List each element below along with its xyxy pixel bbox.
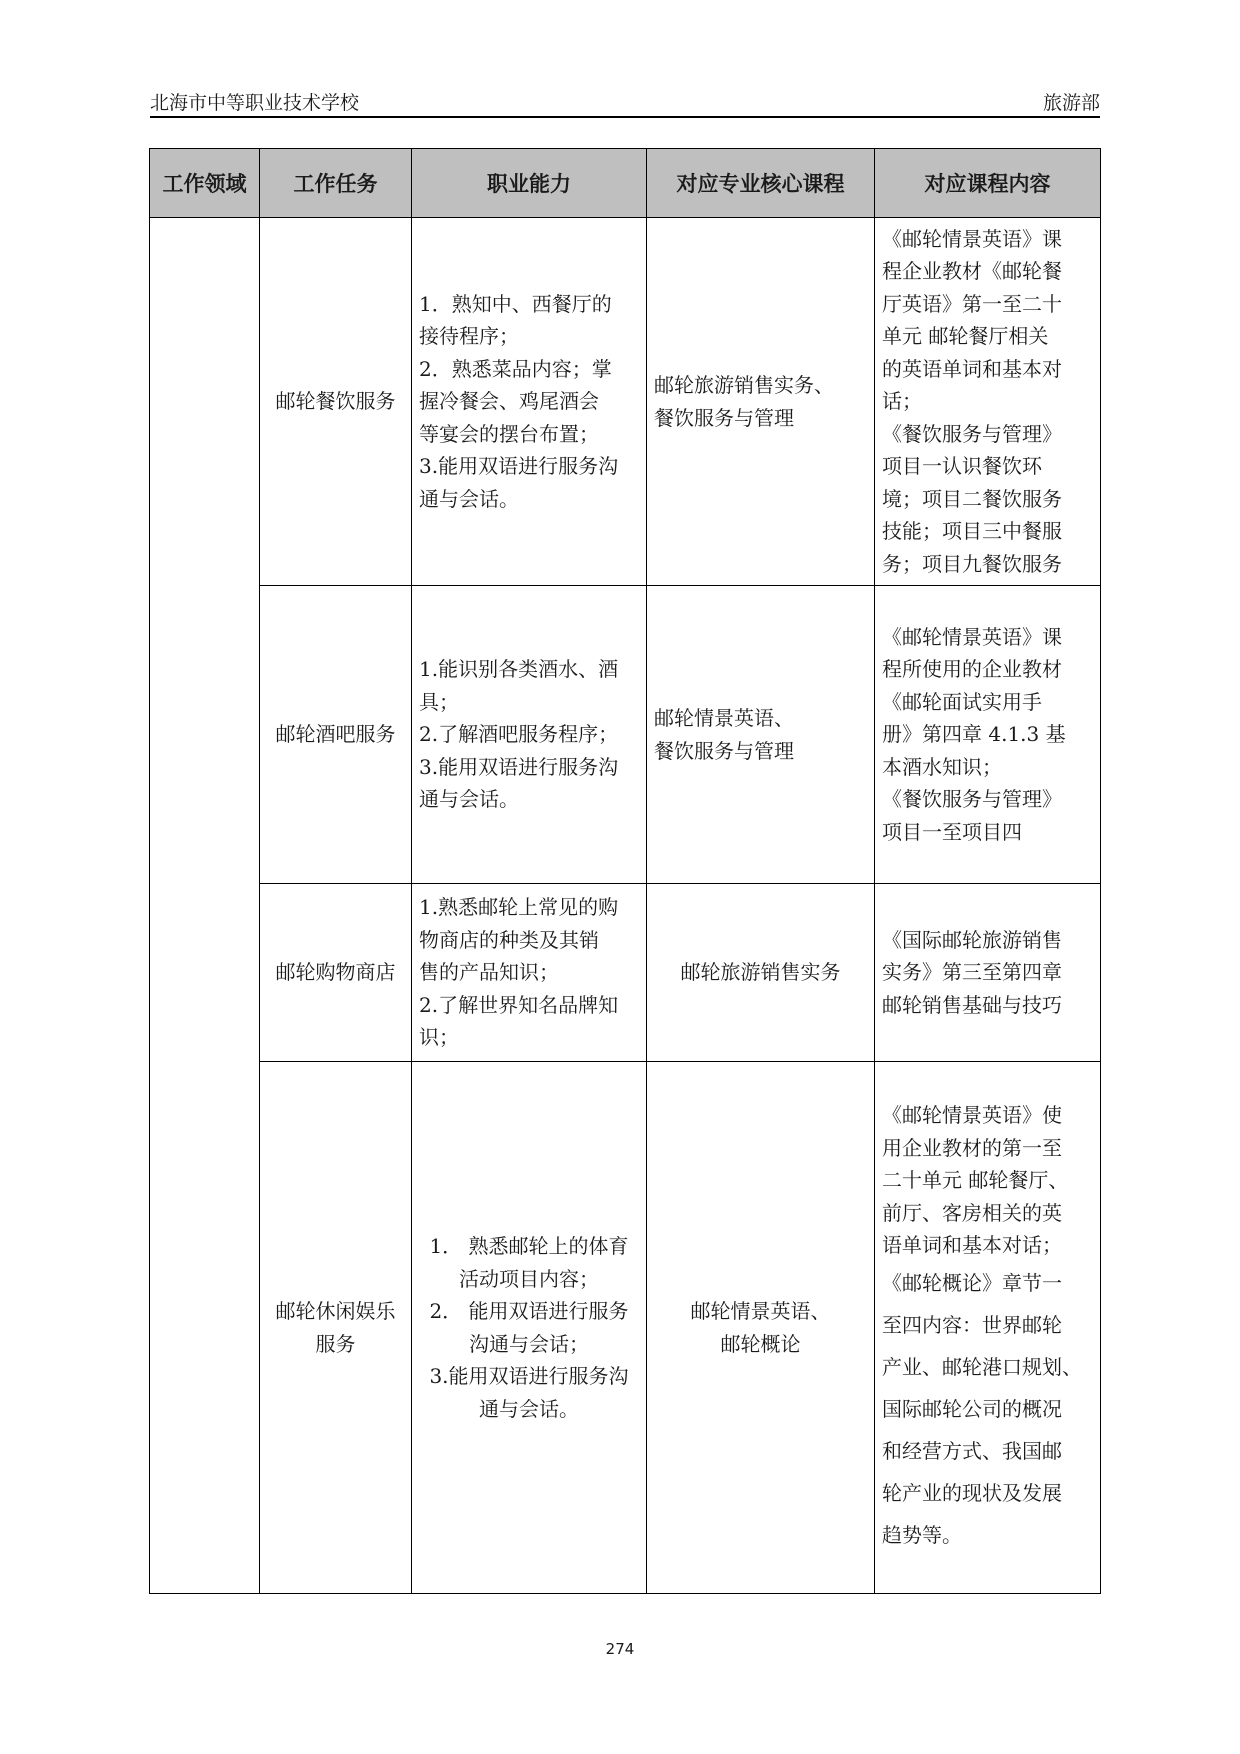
table-header-row — [150, 149, 1101, 218]
work-task-cell: 邮轮休闲娱乐 服务 — [260, 1062, 412, 1594]
column-header: 工作领域 — [150, 149, 260, 218]
school-name: 北海市中等职业技术学校 — [150, 92, 360, 114]
table-row — [150, 586, 1101, 884]
course-content-cell: 《国际邮轮旅游销售 实务》第三至第四章 邮轮销售基础与技巧 — [875, 884, 1101, 1062]
column-header: 职业能力 — [412, 149, 647, 218]
ability-cell: 1.熟悉邮轮上常见的购 物商店的种类及其销 售的产品知识； 2.了解世界知名品牌知 识； — [412, 884, 647, 1062]
work-task-cell: 邮轮餐饮服务 — [260, 218, 412, 586]
department-name: 旅游部 — [1042, 92, 1100, 114]
core-course-cell: 邮轮旅游销售实务 — [647, 884, 875, 1062]
work-task-cell: 邮轮购物商店 — [260, 884, 412, 1062]
page-number: 274 — [605, 1640, 635, 1658]
table-row — [150, 1062, 1101, 1594]
ability-cell: 1.能识别各类酒水、酒 具； 2.了解酒吧服务程序； 3.能用双语进行服务沟 通与会话。 — [412, 586, 647, 884]
table-row — [150, 218, 1101, 586]
column-header: 工作任务 — [260, 149, 412, 218]
core-course-cell: 邮轮情景英语、 餐饮服务与管理 — [647, 586, 875, 884]
ability-cell: 1．熟知中、西餐厅的 接待程序； 2．熟悉菜品内容；掌 握冷餐会、鸡尾酒会 等宴会的摆台布置； 3.能用双语进行服务沟 通与会话。 — [412, 218, 647, 586]
course-content-cell: 《邮轮情景英语》课 程所使用的企业教材 《邮轮面试实用手 册》第四章 4.1.3 基 本酒水知识； 《餐饮服务与管理》 项目一至项目四 — [875, 586, 1101, 884]
core-course-cell: 邮轮情景英语、 邮轮概论 — [647, 1062, 875, 1594]
core-course-cell: 邮轮旅游销售实务、 餐饮服务与管理 — [647, 218, 875, 586]
curriculum-table — [149, 148, 1101, 1594]
column-header: 对应课程内容 — [875, 149, 1101, 218]
table-row — [150, 884, 1101, 1062]
ability-cell: 1． 熟悉邮轮上的体育 活动项目内容； 2． 能用双语进行服务 沟通与会话； 3.能用双语进行服务沟 通与会话。 — [412, 1062, 647, 1594]
work-domain-cell — [150, 218, 260, 1594]
column-header: 对应专业核心课程 — [647, 149, 875, 218]
page-header — [150, 86, 1100, 118]
course-content-cell: 《邮轮情景英语》课 程企业教材《邮轮餐 厅英语》第一至二十 单元 邮轮餐厅相关 的英语单词和基本对 话； 《餐饮服务与管理》 项目一认识餐饮环 境；项目二餐饮服务 技能；项目三中餐服 务；项目九餐饮服务 — [875, 218, 1101, 586]
work-task-cell: 邮轮酒吧服务 — [260, 586, 412, 884]
course-content-cell: 《邮轮情景英语》使 用企业教材的第一至 二十单元 邮轮餐厅、 前厅、客房相关的英 语单词和基本对话； 《邮轮概论》章节一 至四内容：世界邮轮 产业、邮轮港口规划、 国际邮轮公司的概况 和经营方式、我国邮 轮产业的现状及发展 趋势等。 — [875, 1062, 1101, 1594]
